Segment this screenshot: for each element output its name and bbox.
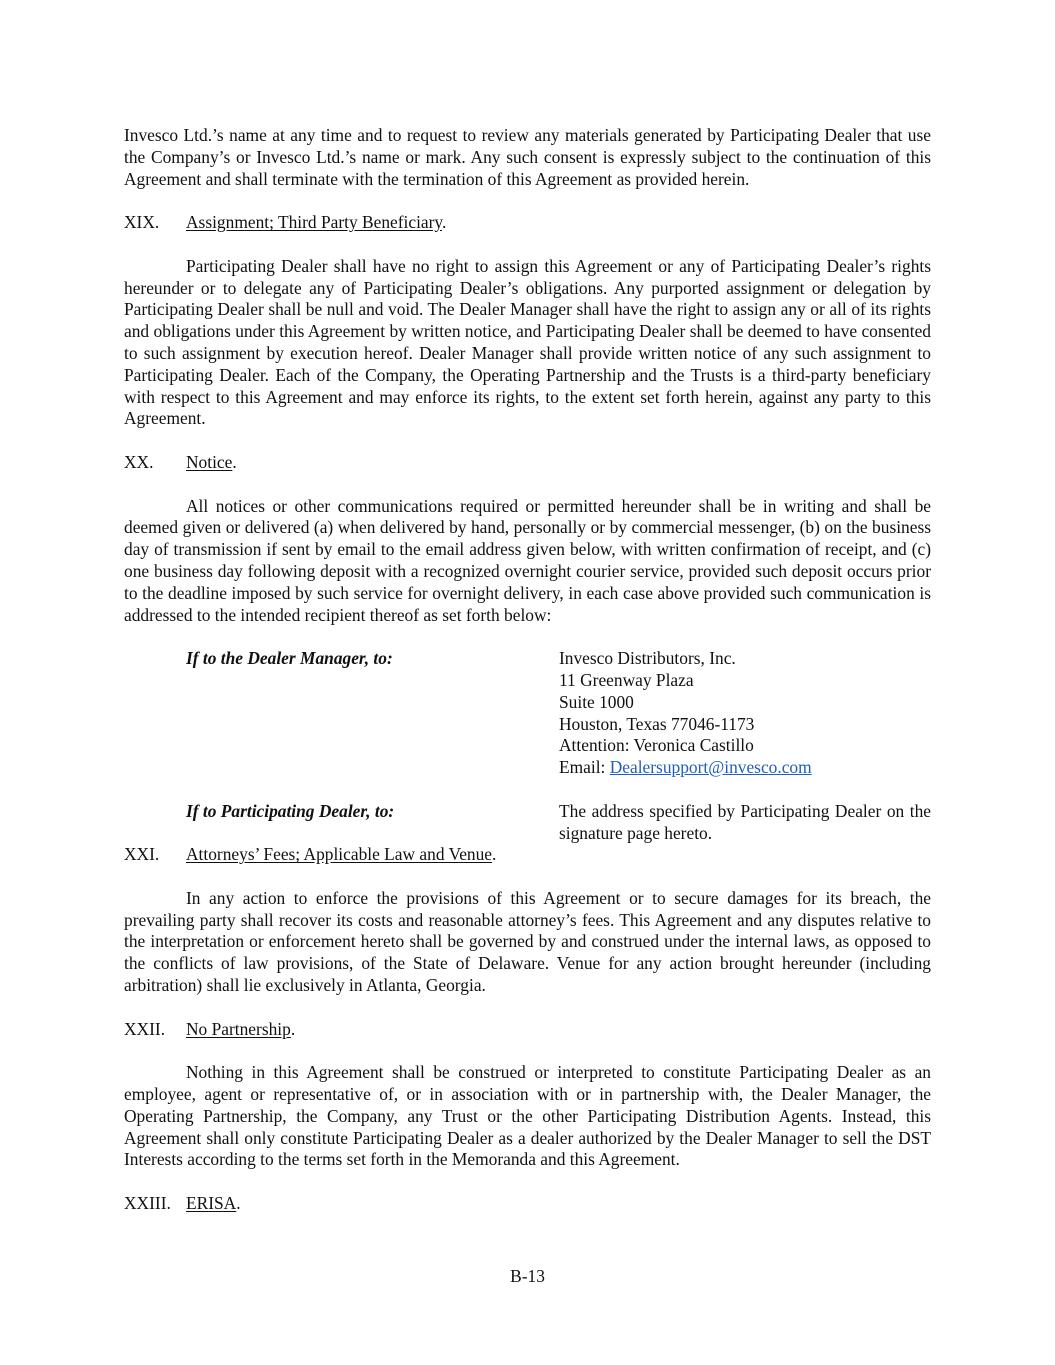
section-title: ERISA bbox=[186, 1193, 237, 1214]
section-heading-xix: XIX. Assignment; Third Party Beneficiary. bbox=[124, 212, 447, 233]
section-number: XXIII. bbox=[124, 1193, 171, 1214]
address-line: Attention: Veronica Castillo bbox=[559, 735, 754, 756]
section-heading-xxi: XXI. Attorneys’ Fees; Applicable Law and Venue. bbox=[124, 844, 497, 865]
section-number: XX. bbox=[124, 451, 154, 472]
section-body-xxii: Nothing in this Agreement shall be construed or interpreted to constitute Participating Dealer as an employee, agent or representative of, or in association with or in partnership with, the Dealer Manager, the Operating Partnership, the Company, any Trust or the other Participating Distribution Agents. Instead, this Agreement shall only constitute Participating Dealer as a dealer authorized by the Dealer Manager to sell the DST Interests according to the terms set forth in the Memoranda and this Agreement. bbox=[124, 1062, 931, 1170]
section-heading-xx: XX. Notice. bbox=[124, 451, 237, 472]
dealer-manager-label: If to the Dealer Manager, to: bbox=[186, 648, 393, 669]
email-line bbox=[559, 757, 931, 779]
intro-paragraph: Invesco Ltd.’s name at any time and to request to review any materials generated by Participating Dealer that use the Company’s or Invesco Ltd.’s name or mark. Any such consent is expressly subject to the continuation of this Agreement and shall terminate with the termination of this Agreement as provided herein. bbox=[124, 125, 931, 189]
section-number: XIX. bbox=[124, 212, 160, 233]
section-title: Attorneys’ Fees; Applicable Law and Venue bbox=[186, 844, 493, 865]
section-heading-xxiii: XXIII. ERISA. bbox=[124, 1193, 241, 1214]
section-title: No Partnership bbox=[186, 1018, 291, 1039]
email-link[interactable]: Dealersupport@invesco.com bbox=[609, 757, 812, 778]
address-line: Suite 1000 bbox=[559, 691, 634, 712]
dealer-manager-address-block bbox=[124, 648, 931, 779]
email-label: Email: bbox=[559, 757, 610, 778]
section-body-xx: All notices or other communications required or permitted hereunder shall be in writing and shall be deemed given or delivered (a) when delivered by hand, personally or by commercial messenger, (b) on the business day of transmission if sent by email to the email address given below, with written confirmation of receipt, and (c) one business day following deposit with a recognized overnight courier service, provided such deposit occurs prior to the deadline imposed by such service for overnight delivery, in each case above provided such communication is addressed to the intended recipient thereof as set forth below: bbox=[124, 495, 931, 625]
section-body-xix: Participating Dealer shall have no right to assign this Agreement or any of Participating Dealer’s rights hereunder or to delegate any of Participating Dealer’s obligations. Any purported assignment or delegation by Participating Dealer shall be null and void. The Dealer Manager shall have the right to assign any or all of its rights and obligations under this Agreement by written notice, and Participating Dealer shall be deemed to have consented to such assignment by execution hereof. Dealer Manager shall provide written notice of any such assignment to Participating Dealer. Each of the Company, the Operating Partnership and the Trusts is a third-party beneficiary with respect to this Agreement and may enforce its rights, to the extent set forth herein, against any party to this Agreement. bbox=[124, 255, 931, 429]
section-body-xxi: In any action to enforce the provisions of this Agreement or to secure damages for its breach, the prevailing party shall recover its costs and reasonable attorney’s fees. This Agreement and any disputes relative to the interpretation or enforcement hereto shall be governed by and construed under the internal laws, as opposed to the conflicts of law provisions, of the State of Delaware. Venue for any action brought hereunder (including arbitration) shall lie exclusively in Atlanta, Georgia. bbox=[124, 887, 931, 996]
document-page bbox=[124, 125, 931, 1215]
address-line: 11 Greenway Plaza bbox=[559, 669, 694, 690]
participating-dealer-address-block bbox=[124, 801, 931, 845]
address-line: Invesco Distributors, Inc. bbox=[559, 648, 736, 669]
section-number: XXI. bbox=[124, 844, 160, 865]
dealer-manager-address bbox=[559, 648, 931, 779]
section-title: Notice bbox=[186, 451, 233, 472]
participating-dealer-address: The address specified by Participating Dealer on the signature page hereto. bbox=[559, 800, 931, 843]
address-line: Houston, Texas 77046-1173 bbox=[559, 713, 755, 734]
section-title: Assignment; Third Party Beneficiary bbox=[186, 212, 442, 233]
participating-dealer-label: If to Participating Dealer, to: bbox=[186, 800, 395, 821]
section-number: XXII. bbox=[124, 1018, 166, 1039]
page-number: B-13 bbox=[510, 1266, 545, 1286]
section-heading-xxii: XXII. No Partnership. bbox=[124, 1018, 296, 1039]
